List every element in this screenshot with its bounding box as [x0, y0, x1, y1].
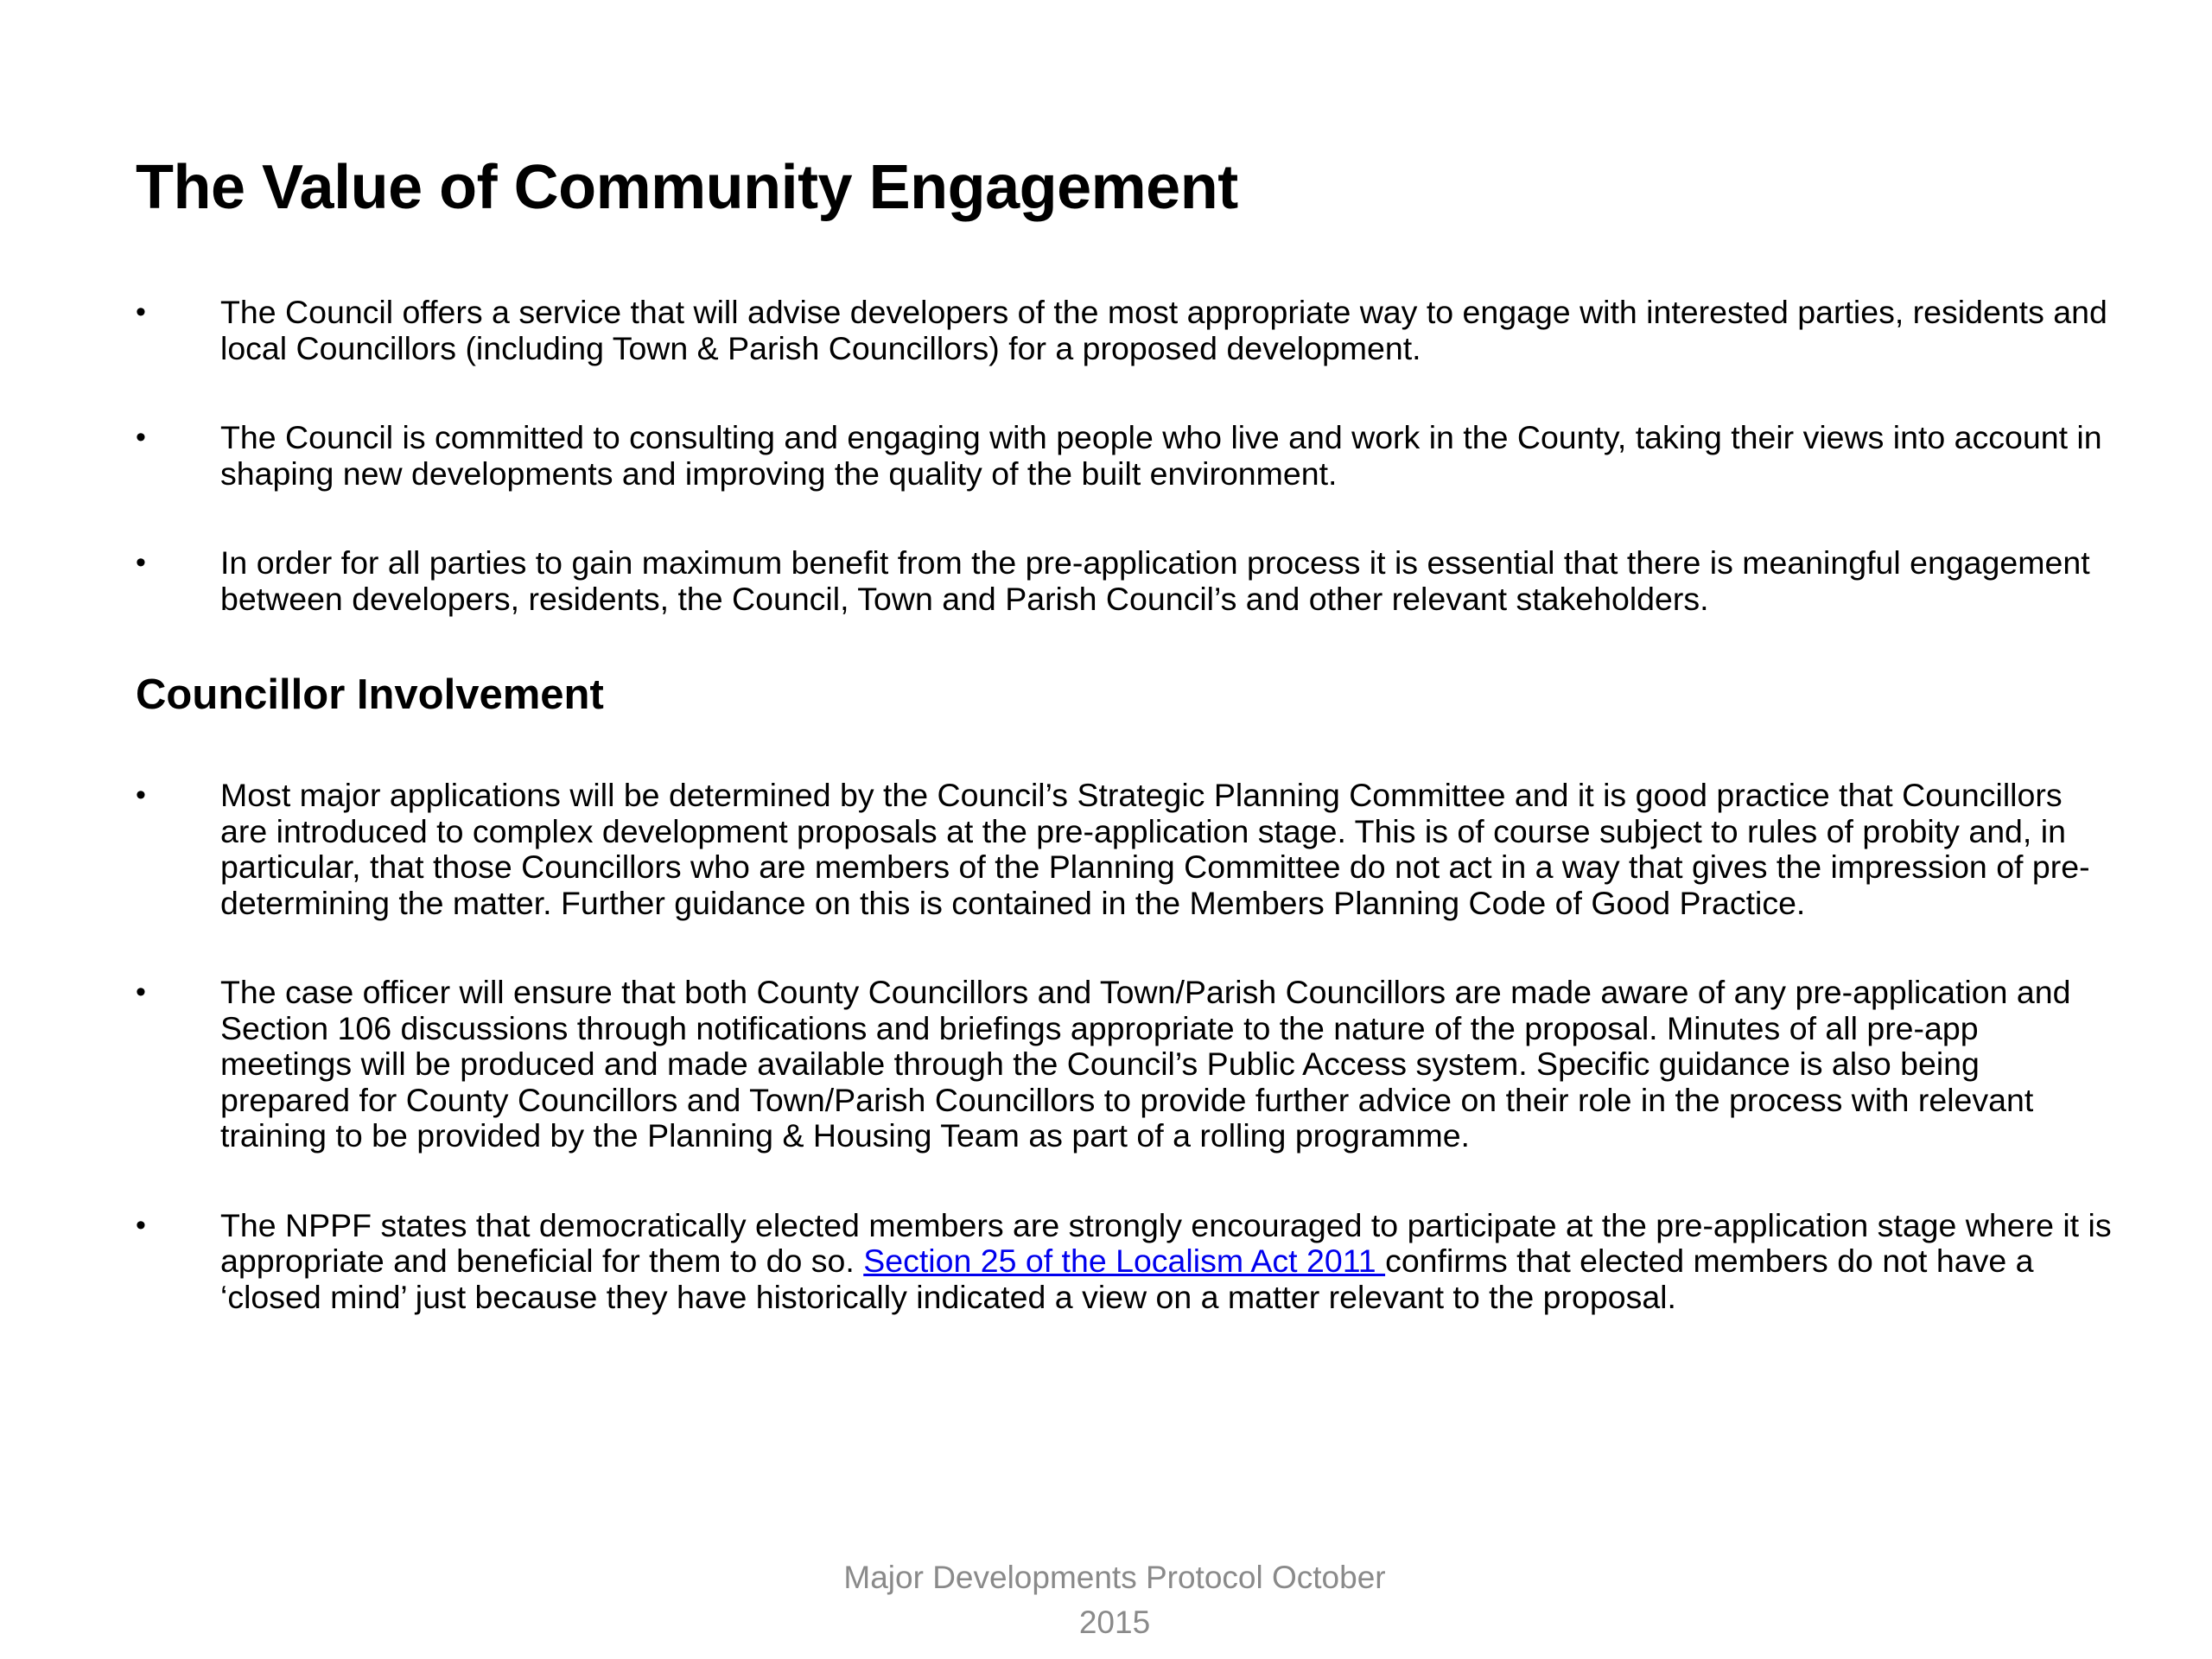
bullet-dot: • [136, 296, 146, 328]
bullet-item [136, 295, 2114, 366]
footer-line-2: 2015 [1078, 1605, 1151, 1640]
bullet-item [136, 1208, 2114, 1316]
bullet-dot: • [136, 421, 146, 454]
bullet-text: The Council offers a service that will advise developers of the most appropriate way to engage with interested parties, residents and local Councillors (including Town & Parish Councillors) for a proposed development. [220, 294, 2107, 366]
bullet-text: Most major applications will be determined by the Council’s Strategic Planning Committee and it is good practice that Councillors are introduced to complex development proposals at the pre-application stage. This is of course subject to rules of probity and, in particular, that those Councillors who are members of the Planning Committee do not act in a way that gives the impression of pre-determining the matter. Further guidance on this is contained in the Members Planning Code of Good Practice. [220, 777, 2090, 921]
councillor-involvement-bullets [136, 778, 2114, 1369]
bullet-dot: • [136, 779, 146, 811]
slide-footer [760, 1555, 1469, 1645]
footer-line-1: Major Developments Protocol October [843, 1560, 1386, 1595]
bullet-item [136, 778, 2114, 921]
bullet-item [136, 420, 2114, 492]
section-subheading: Councillor Involvement [136, 671, 604, 718]
localism-act-link[interactable]: Section 25 of the Localism Act 2011 [863, 1243, 1386, 1279]
slide-title: The Value of Community Engagement [136, 153, 1238, 222]
bullet-item [136, 975, 2114, 1154]
bullet-item [136, 545, 2114, 617]
bullet-dot: • [136, 1208, 146, 1242]
bullet-text-after-link: confirms that elected members do not have a ‘closed mind’ just because they have historically indicated a view on a matter relevant to the proposal. [220, 1243, 2034, 1315]
bullet-dot: • [136, 546, 146, 579]
bullet-text: In order for all parties to gain maximum benefit from the pre-application process it is essential that there is meaningful engagement between developers, residents, the Council, Town and Parish Council’s and other relevant stakeholders. [220, 544, 2090, 617]
bullet-text: The case officer will ensure that both County Councillors and Town/Parish Councillors are made aware of any pre-application and Section 106 discussions through notifications and briefings appropriate to the nature of the proposal. Minutes of all pre-app meetings will be produced and made available through the Council’s Public Access system. Specific guidance is also being prepared for County Councillors and Town/Parish Councillors to provide further advice on their role in the process with relevant training to be provided by the Planning & Housing Team as part of a rolling programme. [220, 974, 2071, 1154]
bullet-text-before-link: The NPPF states that democratically elected members are strongly encouraged to participate at the pre-application stage where it is appropriate and beneficial for them to do so. [220, 1206, 2112, 1279]
bullet-text: The Council is committed to consulting and engaging with people who live and work in the County, taking their views into account in shaping new developments and improving the quality of the built environment. [220, 419, 2102, 492]
community-engagement-bullets [136, 295, 2114, 671]
bullet-dot: • [136, 976, 146, 1008]
